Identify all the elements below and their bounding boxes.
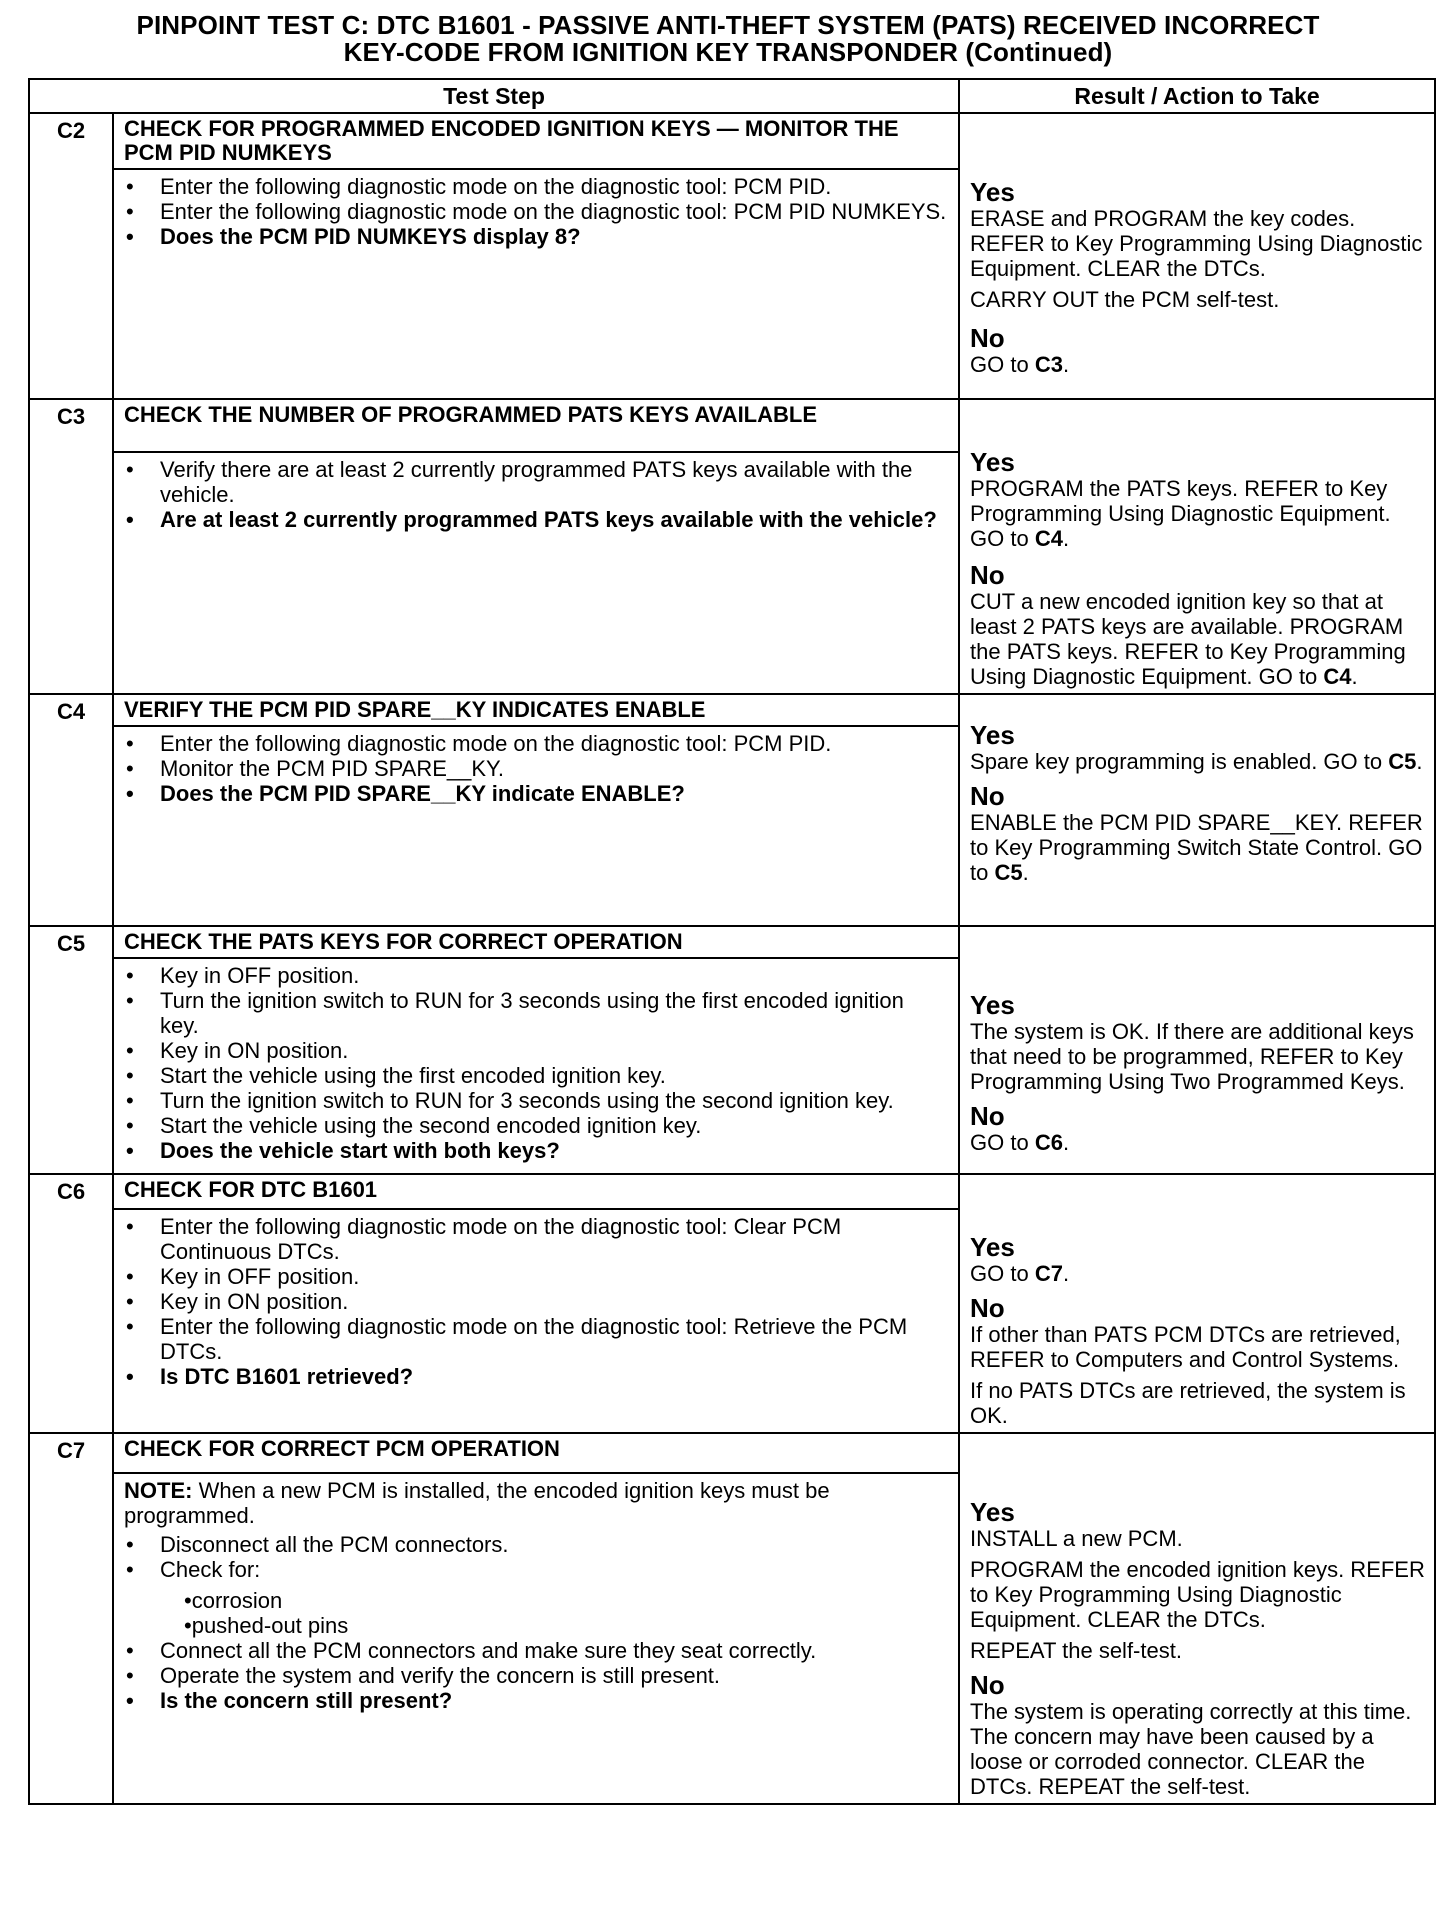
step-body: [113, 1209, 959, 1433]
no-prefix: GO to: [970, 1130, 1035, 1155]
step-id: C2: [29, 113, 113, 399]
list-item: • Enter the following diagnostic mode on the diagnostic tool: PCM PID.: [160, 174, 948, 199]
yes-text: [970, 476, 1428, 551]
step-c3-heading-row: [29, 399, 1435, 452]
no-label: No: [970, 1670, 1005, 1700]
yes-text: [970, 749, 1428, 774]
list-item: • Disconnect all the PCM connectors.: [160, 1532, 948, 1557]
note: [124, 1478, 948, 1528]
yes-text-2: CARRY OUT the PCM self-test.: [970, 287, 1280, 312]
step-ref: C4: [1034, 526, 1063, 551]
yes-label: Yes: [970, 990, 1015, 1020]
bullet-list: [124, 1214, 948, 1389]
yes-suffix: .: [1062, 526, 1070, 551]
step-ref: C3: [1034, 352, 1063, 377]
step-id: C4: [29, 694, 113, 926]
list-item: • Enter the following diagnostic mode on the diagnostic tool: Retrieve the PCM DTCs.: [160, 1314, 948, 1364]
step-c4-heading-row: [29, 694, 1435, 726]
list-item: [160, 1557, 948, 1638]
header-result: Result / Action to Take: [959, 79, 1435, 113]
step-body: [113, 726, 959, 926]
sub-list: [184, 1588, 948, 1638]
list-item-text: Check for:: [160, 1556, 261, 1582]
yes-text: ERASE and PROGRAM the key codes. REFER to Key Programming Using Diagnostic Equipment. CLEAR the DTCs.: [970, 206, 1423, 281]
step-heading: CHECK FOR PROGRAMMED ENCODED IGNITION KEYS — MONITOR THE PCM PID NUMKEYS: [113, 113, 959, 169]
no-label: No: [970, 1101, 1005, 1131]
step-id: C7: [29, 1433, 113, 1804]
step-question: • Is the concern still present?: [160, 1688, 948, 1713]
yes-label: Yes: [970, 720, 1015, 750]
page-title: [0, 12, 1456, 66]
step-body: [113, 452, 959, 694]
step-question: • Is DTC B1601 retrieved?: [160, 1364, 948, 1389]
step-c5-result: [959, 926, 1435, 1174]
step-question: • Does the PCM PID SPARE__KY indicate ENABLE?: [160, 781, 948, 806]
no-suffix: .: [1022, 860, 1029, 885]
yes-text: INSTALL a new PCM.: [970, 1526, 1183, 1551]
sub-list-item: • pushed-out pins: [184, 1613, 948, 1638]
yes-label: Yes: [970, 1232, 1015, 1262]
step-c6-result: [959, 1174, 1435, 1433]
yes-label: Yes: [970, 1497, 1015, 1527]
step-c5-heading-row: [29, 926, 1435, 958]
step-ref: C5: [1388, 749, 1417, 774]
list-item: • Turn the ignition switch to RUN for 3 seconds using the first encoded ignition key.: [160, 988, 948, 1038]
yes-suffix: .: [1416, 749, 1423, 774]
pinpoint-test-table: [28, 78, 1436, 1805]
step-c6-heading-row: [29, 1174, 1435, 1209]
step-id: C6: [29, 1174, 113, 1433]
step-ref: C4: [1323, 664, 1352, 689]
step-id: C3: [29, 399, 113, 694]
no-text-body: ENABLE the PCM PID SPARE__KEY. REFER to Key Programming Switch State Control. GO to: [970, 810, 1423, 885]
no-suffix: .: [1062, 352, 1070, 377]
step-body: [113, 169, 959, 399]
no-text-body: CUT a new encoded ignition key so that at least 2 PATS keys are available. PROGRAM the PATS keys. REFER to Key Programming Using Diagnostic Equipment. GO to: [970, 589, 1406, 689]
title-line-1: PINPOINT TEST C: DTC B1601 - PASSIVE ANTI-THEFT SYSTEM (PATS) RECEIVED INCORRECT: [136, 10, 1320, 40]
step-heading: CHECK FOR DTC B1601: [113, 1174, 959, 1209]
yes-text-2: PROGRAM the encoded ignition keys. REFER to Key Programming Using Diagnostic Equipment. CLEAR the DTCs.: [970, 1557, 1425, 1632]
step-question: • Does the vehicle start with both keys?: [160, 1138, 948, 1163]
step-ref: C6: [1034, 1130, 1063, 1155]
table-header-row: [29, 79, 1435, 113]
header-test-step: Test Step: [29, 79, 959, 113]
step-question: • Does the PCM PID NUMKEYS display 8?: [160, 224, 948, 249]
yes-text-body: Spare key programming is enabled. GO to: [970, 749, 1389, 774]
bullet-list: [124, 457, 948, 532]
yes-text: [970, 1261, 1428, 1286]
list-item: • Verify there are at least 2 currently programmed PATS keys available with the vehicle.: [160, 457, 948, 507]
no-label: No: [970, 1293, 1005, 1323]
list-item: • Enter the following diagnostic mode on the diagnostic tool: PCM PID.: [160, 731, 948, 756]
list-item: • Start the vehicle using the first encoded ignition key.: [160, 1063, 948, 1088]
list-item: • Connect all the PCM connectors and make sure they seat correctly.: [160, 1638, 948, 1663]
list-item: • Monitor the PCM PID SPARE__KY.: [160, 756, 948, 781]
step-body: [113, 958, 959, 1174]
no-label: No: [970, 781, 1005, 811]
no-text: If other than PATS PCM DTCs are retrieved, REFER to Computers and Control Systems.: [970, 1322, 1401, 1372]
no-text: [970, 810, 1428, 885]
step-body: [113, 1473, 959, 1804]
list-item: • Enter the following diagnostic mode on the diagnostic tool: PCM PID NUMKEYS.: [160, 199, 948, 224]
no-text: [970, 1130, 1428, 1155]
list-item: • Turn the ignition switch to RUN for 3 seconds using the second ignition key.: [160, 1088, 948, 1113]
no-text: [970, 589, 1428, 689]
list-item: • Operate the system and verify the concern is still present.: [160, 1663, 948, 1688]
no-prefix: GO to: [970, 352, 1035, 377]
no-suffix: .: [1062, 1130, 1070, 1155]
step-c2-heading-row: [29, 113, 1435, 169]
list-item: • Key in ON position.: [160, 1038, 948, 1063]
bullet-list: [124, 1532, 948, 1713]
no-suffix: .: [1351, 664, 1358, 689]
step-question: • Are at least 2 currently programmed PATS keys available with the vehicle?: [160, 507, 948, 532]
step-heading: VERIFY THE PCM PID SPARE__KY INDICATES ENABLE: [113, 694, 959, 726]
step-ref: C5: [994, 860, 1023, 885]
no-label: No: [970, 323, 1005, 353]
note-label: NOTE:: [124, 1477, 193, 1503]
step-c2-result: [959, 113, 1435, 399]
no-text: The system is operating correctly at this time. The concern may have been caused by a loose or corroded connector. CLEAR the DTCs. REPEAT the self-test.: [970, 1699, 1412, 1799]
sub-list-item: • corrosion: [184, 1588, 948, 1613]
yes-label: Yes: [970, 177, 1015, 207]
title-line-2: KEY-CODE FROM IGNITION KEY TRANSPONDER (Continued): [343, 37, 1113, 67]
list-item: • Key in OFF position.: [160, 1264, 948, 1289]
no-text: [970, 352, 1428, 377]
list-item: • Key in OFF position.: [160, 963, 948, 988]
step-id: C5: [29, 926, 113, 1174]
bullet-list: [124, 731, 948, 806]
yes-text-body: PROGRAM the PATS keys. REFER to Key Programming Using Diagnostic Equipment. GO to: [970, 476, 1391, 551]
step-c7-heading-row: [29, 1433, 1435, 1473]
yes-text: The system is OK. If there are additional keys that need to be programmed, REFER to Key Programming Using Two Programmed Keys.: [970, 1019, 1414, 1094]
yes-label: Yes: [970, 447, 1015, 477]
step-heading: CHECK THE NUMBER OF PROGRAMMED PATS KEYS AVAILABLE: [113, 399, 959, 452]
no-text-2: If no PATS DTCs are retrieved, the system is OK.: [970, 1378, 1406, 1428]
step-c3-result: [959, 399, 1435, 694]
list-item: • Start the vehicle using the second encoded ignition key.: [160, 1113, 948, 1138]
step-c7-result: [959, 1433, 1435, 1804]
bullet-list: [124, 963, 948, 1163]
yes-text-3: REPEAT the self-test.: [970, 1638, 1182, 1663]
step-ref: C7: [1034, 1261, 1063, 1286]
yes-suffix: .: [1062, 1261, 1070, 1286]
step-heading: CHECK FOR CORRECT PCM OPERATION: [113, 1433, 959, 1473]
yes-prefix: GO to: [970, 1261, 1035, 1286]
no-label: No: [970, 560, 1005, 590]
list-item: • Key in ON position.: [160, 1289, 948, 1314]
list-item: • Enter the following diagnostic mode on the diagnostic tool: Clear PCM Continuous DTCs.: [160, 1214, 948, 1264]
bullet-list: [124, 174, 948, 249]
step-c4-result: [959, 694, 1435, 926]
step-heading: CHECK THE PATS KEYS FOR CORRECT OPERATION: [113, 926, 959, 958]
note-text: When a new PCM is installed, the encoded ignition keys must be programmed.: [124, 1477, 830, 1528]
